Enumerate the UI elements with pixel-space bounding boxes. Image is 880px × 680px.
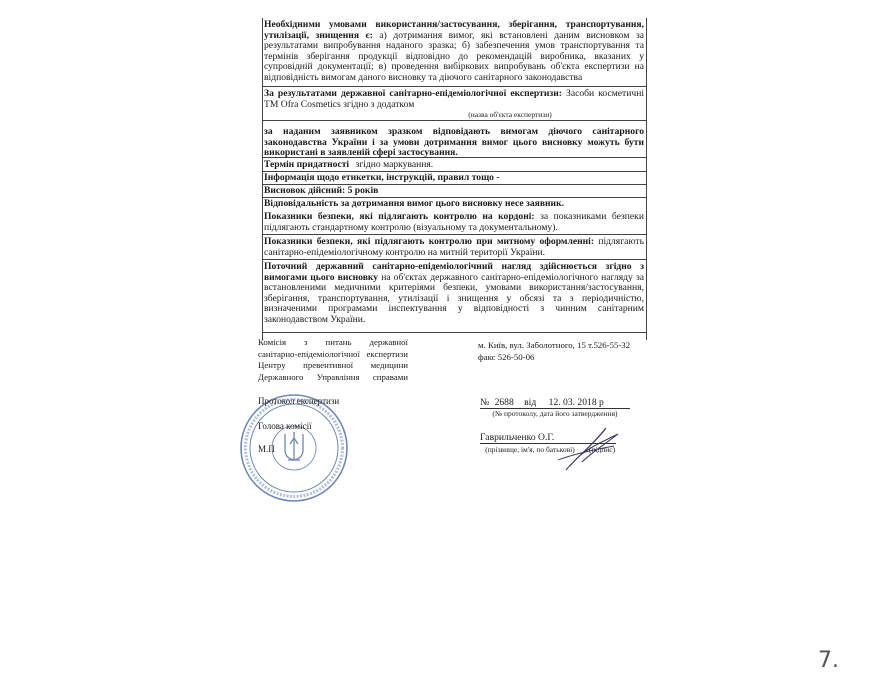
- conditions-lead: Необхідними умовами використання/застосування, зберігання, транспортування, утилізації, знищення є:: [264, 19, 644, 41]
- commission-line-2: санітарно-епідеміологічної експертизи: [258, 348, 408, 359]
- table-bottom-border: [262, 332, 646, 333]
- commission-line-1: Комісія з питань державної: [258, 337, 408, 347]
- chair-label: Голова комісії: [258, 421, 312, 431]
- responsibility-text: Відповідальність за дотримання вимог цього висновку несе заявник.: [264, 198, 564, 209]
- compliance-paragraph: [264, 127, 644, 159]
- labeling-text: Інформація щодо етикетки, інструкцій, правил тощо -: [264, 172, 500, 183]
- shelf-life-row: [264, 160, 644, 171]
- protocol-number-prefix: №: [480, 397, 490, 408]
- divider: [262, 234, 646, 235]
- responsibility-row: [264, 199, 644, 210]
- customs-paragraph: [264, 237, 644, 258]
- commission-block: [258, 337, 408, 383]
- customs-lead: Показники безпеки, які підлягають контролю при митному оформленні:: [264, 236, 595, 247]
- shelf-life-value: згідно маркування.: [355, 159, 434, 170]
- mp-label: М.П: [258, 444, 275, 454]
- protocol-caption: (№ протоколу, дата його затвердження): [492, 409, 618, 418]
- chair-name-caption: (прізвище, ім'я, по батькові): [485, 445, 575, 454]
- supervision-lead: Поточний державний санітарно-епідеміологічний нагляд здійснюється згідно з вимогами цього висновку: [264, 261, 644, 283]
- divider: [262, 86, 646, 87]
- stamp-seal-icon: [238, 392, 350, 504]
- chair-name: Гаврильченко О.Г.: [480, 432, 555, 443]
- protocol-label: Протокол експертизи: [258, 396, 340, 406]
- compliance-text: за наданим заявником зразком відповідають вимогам діючого санітарного законодавства України і за умови дотримання вимог цього висновку можуть бути використані в заявленій сфері застосування.: [264, 126, 644, 159]
- validity-text: Висновок дійсний: 5 років: [264, 185, 379, 196]
- table-left-border: [262, 18, 263, 340]
- handwritten-signature: [548, 420, 624, 474]
- customs-text: підлягають санітарно-епідеміологічному контролю на митній території України.: [264, 236, 644, 258]
- commission-line-3: Центру превентивної медицини: [258, 360, 408, 370]
- divider: [262, 120, 646, 121]
- validity-row: [264, 186, 644, 197]
- labeling-row: [264, 173, 644, 184]
- address-line-2: факс 526-50-06: [478, 352, 535, 362]
- protocol-number: 2688: [494, 397, 514, 408]
- conditions-paragraph: [264, 20, 644, 84]
- border-control-paragraph: [264, 212, 644, 233]
- protocol-number-row: [480, 397, 630, 409]
- results-paragraph: [264, 89, 644, 110]
- supervision-text: на об'єктах державного санітарно-епідеміологічного нагляду за встановленими медичними критеріями безпеки, умовами використання/застосування, зберігання, транспортування, утилізації і знищення у обсязі та з періодичністю, визначеними програмами інспектування у відповідності з чинним санітарним законодавством України.: [264, 271, 645, 325]
- protocol-date: 12. 03. 2018 р: [548, 397, 604, 408]
- protocol-from: від: [524, 397, 537, 408]
- address-line-1: м. Київ, вул. Заболотного, 15 т.526-55-32: [478, 340, 631, 350]
- divider: [262, 259, 646, 260]
- table-right-border: [646, 18, 647, 340]
- shelf-life-label: Термін придатності: [264, 159, 350, 170]
- border-control-lead: Показники безпеки, які підлягають контролю на кордоні:: [264, 211, 535, 222]
- signature-caption: (підпис): [588, 445, 616, 454]
- divider: [262, 157, 646, 158]
- results-object: Засоби косметичні TM Ofra Cosmetics згідно з додатком: [264, 88, 644, 110]
- official-stamp: [238, 392, 350, 504]
- supervision-paragraph: [264, 262, 644, 326]
- results-lead: За результатами державної санітарно-епідеміологічної експертизи:: [264, 88, 562, 99]
- address-block: [478, 339, 648, 363]
- page-mark: 7.: [818, 648, 839, 673]
- conditions-text: а) дотримання вимог, які встановлені даним висновком за результатами випробування наданого зразка; б) забезпечення умов транспортування та термінів зберігання продукції відповідно до рекомендацій виробника, вказаних у супровідній документації; в) проведення вибіркових випробувань об'єкта експертизи на відповідність вимогам даного висновку та діючого санітарного законодавства: [264, 29, 645, 83]
- commission-line-4: Державного Управління справами: [258, 371, 408, 382]
- results-caption: (назва об'єкта експертизи): [468, 110, 552, 119]
- border-control-text: за показниками безпеки підлягають стандартному контролю (візуальному та документальному).: [264, 211, 644, 233]
